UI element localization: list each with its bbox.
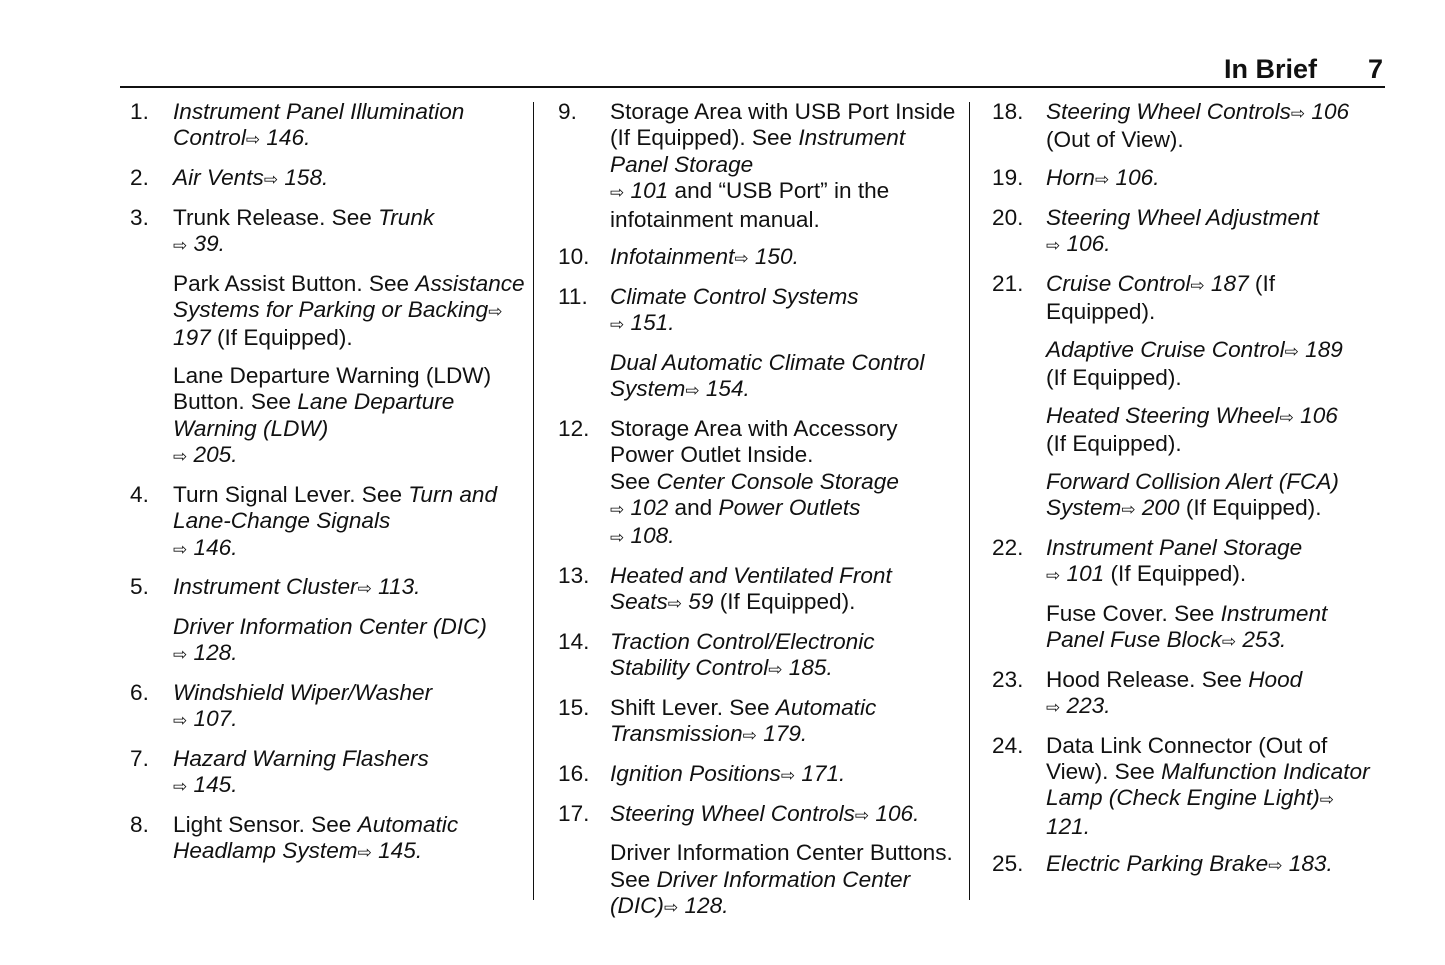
list-item: [556, 284, 956, 339]
page-ref[interactable]: 189: [1298, 336, 1343, 362]
item-tail: and “USB Port” in the infotainment manual.: [610, 178, 890, 232]
item-number: 8.: [130, 811, 149, 837]
column-1: [130, 99, 525, 878]
page-ref-arrow-icon: [358, 838, 372, 863]
page-ref-arrow-icon: [246, 125, 260, 150]
item-number: 6.: [130, 679, 149, 705]
column-divider: [533, 102, 534, 900]
item-number: 24.: [992, 732, 1024, 758]
item-text: Turn Signal Lever. See: [173, 481, 409, 507]
item-number: 23.: [992, 666, 1024, 692]
item-number: 7.: [130, 745, 149, 771]
cross-reference[interactable]: Driver Information Center (DIC): [610, 866, 911, 919]
page-ref-arrow-icon: [610, 523, 624, 548]
page-ref-arrow-icon: [855, 801, 869, 826]
item-text: Park Assist Button. See: [173, 270, 416, 296]
page-ref-arrow-icon: [768, 655, 782, 680]
item-number: 20.: [992, 204, 1024, 230]
item-number: 22.: [992, 534, 1024, 560]
list-item: [556, 801, 956, 829]
item-text: Hood Release. See: [1046, 666, 1249, 692]
page-ref[interactable]: 158.: [278, 165, 329, 190]
item-number: 3.: [130, 204, 149, 230]
list-item: [130, 99, 525, 154]
page-ref[interactable]: 106.: [869, 800, 920, 826]
list-item: [992, 667, 1384, 722]
item-tail: (If Equipped).: [1104, 561, 1247, 586]
page-ref[interactable]: 106.: [1060, 231, 1111, 256]
list-item: [992, 733, 1384, 841]
page-ref-arrow-icon: [610, 178, 624, 203]
item-tail: (Out of View).: [1046, 127, 1184, 153]
item-text: Data Link Connector (Out of View). See: [1046, 732, 1328, 784]
page-ref[interactable]: 145.: [371, 838, 423, 864]
item-text: Driver Information Center Buttons. See: [610, 840, 953, 892]
list-subitem: [556, 840, 956, 921]
item-number: 14.: [558, 629, 590, 655]
page-ref-arrow-icon: [264, 165, 278, 190]
list-item: [992, 165, 1384, 193]
item-text: Trunk Release. See: [173, 204, 379, 230]
item-tail: (If Equipped).: [1046, 431, 1182, 456]
list-item: [556, 99, 956, 233]
item-number: 4.: [130, 481, 149, 507]
item-text: Shift Lever. See: [610, 695, 776, 721]
item-text: See: [610, 468, 657, 494]
item-title: Steering Wheel Adjustment: [1046, 204, 1319, 230]
list-subitem: [992, 403, 1384, 458]
page-ref[interactable]: 101: [624, 178, 669, 204]
list-subitem: [130, 271, 525, 352]
page-ref-arrow-icon: [173, 442, 187, 467]
page-ref[interactable]: 128.: [678, 893, 729, 919]
cross-reference[interactable]: Instrument Panel Fuse Block: [1046, 600, 1328, 652]
page-ref[interactable]: 223.: [1060, 693, 1111, 718]
page-ref[interactable]: 113.: [371, 574, 421, 600]
cross-reference[interactable]: Automatic Transmission: [610, 695, 877, 747]
page-ref-arrow-icon: [1046, 561, 1060, 586]
column-divider: [969, 102, 970, 900]
item-title: Heated and Ventilated Front Seats: [610, 563, 892, 615]
page-ref-arrow-icon: [1095, 165, 1109, 190]
cross-reference[interactable]: Assistance Systems for Parking or Backing: [173, 270, 525, 322]
item-title: Traction Control/Electronic Stability Control: [610, 629, 875, 681]
cross-reference[interactable]: Center Console Storage: [656, 468, 899, 494]
cross-reference[interactable]: Malfunction Indicator Lamp (Check Engine Light): [1046, 759, 1370, 811]
list-item: [556, 416, 956, 552]
page-ref[interactable]: 106: [1305, 99, 1350, 124]
list-item: [992, 851, 1384, 879]
item-text: Light Sensor. See: [173, 811, 358, 837]
page-ref-arrow-icon: [610, 495, 624, 520]
page-ref-arrow-icon: [668, 589, 682, 614]
page-ref[interactable]: 185.: [782, 655, 833, 681]
item-title: Instrument Panel Storage: [1046, 534, 1303, 560]
page-ref[interactable]: 106: [1293, 402, 1338, 428]
item-number: 11.: [558, 283, 588, 309]
list-item: [556, 629, 956, 684]
page-ref-arrow-icon: [743, 721, 757, 746]
item-number: 10.: [558, 244, 590, 270]
page-ref[interactable]: 108.: [624, 523, 675, 549]
list-subitem: [130, 614, 525, 669]
item-number: 21.: [992, 270, 1024, 296]
item-tail: (If Equipped).: [1046, 365, 1182, 390]
page-ref-arrow-icon: [734, 244, 748, 269]
item-tail: (If Equipped).: [713, 589, 856, 615]
item-title: Hazard Warning Flashers: [173, 745, 429, 771]
item-title: Heated Steering Wheel: [1046, 402, 1280, 428]
page-ref[interactable]: 107.: [187, 706, 238, 732]
list-item: [130, 165, 525, 193]
item-text: Lane Departure Warning (LDW) Button. See: [173, 363, 492, 415]
item-tail: (If Equipped).: [1179, 495, 1322, 520]
list-item: [556, 563, 956, 618]
page-ref-arrow-icon: [1280, 403, 1294, 428]
cross-reference[interactable]: Power Outlets: [718, 495, 861, 521]
item-title: Instrument Panel Illumination Control: [173, 99, 465, 151]
item-title: Ignition Positions: [610, 761, 781, 787]
list-subitem: [556, 350, 956, 405]
item-tail: (If Equipped).: [210, 325, 353, 351]
page-ref[interactable]: 154.: [699, 376, 750, 402]
page-ref-arrow-icon: [488, 297, 502, 322]
list-subitem: [992, 337, 1384, 392]
page-ref[interactable]: 183.: [1282, 851, 1333, 877]
list-item: [130, 812, 525, 867]
item-title: Windshield Wiper/Washer: [173, 679, 433, 705]
item-number: 2.: [130, 165, 149, 190]
page-ref[interactable]: 197: [173, 325, 211, 351]
page-ref[interactable]: 106.: [1109, 165, 1160, 190]
page-ref-arrow-icon: [685, 376, 699, 401]
cross-reference[interactable]: Lane Departure Warning (LDW): [173, 389, 455, 441]
item-text: and: [668, 495, 719, 521]
item-number: 9.: [558, 99, 577, 124]
list-item: [992, 535, 1384, 590]
item-text: Storage Area with Accessory Power Outlet Inside.: [610, 415, 898, 468]
section-title: In Brief: [1223, 54, 1317, 84]
page-ref[interactable]: 59: [682, 589, 714, 615]
page-ref[interactable]: 39.: [187, 231, 225, 256]
item-title: Adaptive Cruise Control: [1046, 336, 1285, 362]
item-title: Instrument Cluster: [173, 574, 358, 600]
item-number: 18.: [992, 99, 1024, 124]
item-title: Horn: [1046, 165, 1095, 190]
cross-reference[interactable]: Automatic Headlamp System: [173, 811, 459, 864]
page-ref-arrow-icon: [173, 535, 187, 560]
list-item: [130, 205, 525, 260]
cross-reference[interactable]: Turn and Lane-Change Signals: [173, 481, 498, 534]
item-number: 12.: [558, 415, 590, 441]
page-number: 7: [1367, 54, 1383, 84]
item-text: Storage Area with USB Port Inside (If Equipped). See: [610, 99, 956, 151]
page-ref[interactable]: 128.: [187, 640, 238, 666]
item-title: Forward Collision Alert (FCA) System: [1046, 468, 1339, 520]
item-number: 1.: [130, 99, 149, 124]
page-ref[interactable]: 150.: [748, 244, 799, 270]
item-title: Infotainment: [610, 244, 735, 270]
item-title: Cruise Control: [1046, 270, 1191, 296]
page-ref-arrow-icon: [1285, 337, 1299, 362]
list-item: [556, 761, 956, 789]
page-ref[interactable]: 101: [1060, 561, 1105, 586]
column-2: [556, 99, 956, 933]
list-subitem: [130, 363, 525, 471]
item-title: Electric Parking Brake: [1046, 851, 1269, 877]
page-ref[interactable]: 151.: [624, 310, 675, 336]
page-ref[interactable]: 102: [624, 495, 669, 521]
page-ref-arrow-icon: [1320, 785, 1334, 810]
page-ref[interactable]: 200: [1135, 495, 1180, 520]
item-title: Air Vents: [173, 165, 264, 190]
item-title: Steering Wheel Controls: [610, 800, 855, 826]
page-header: [120, 52, 1385, 88]
item-number: 19.: [992, 165, 1024, 190]
item-number: 13.: [558, 563, 590, 589]
page-ref-arrow-icon: [173, 706, 187, 731]
page-ref-arrow-icon: [173, 640, 187, 665]
item-number: 17.: [558, 800, 590, 826]
list-subitem: [992, 469, 1384, 524]
item-title: Dual Automatic Climate Control System: [610, 349, 925, 402]
item-title: Driver Information Center (DIC): [173, 613, 487, 639]
page-ref-arrow-icon: [1222, 627, 1236, 652]
page-ref-arrow-icon: [781, 761, 795, 786]
page-ref-arrow-icon: [1046, 231, 1060, 256]
page-ref[interactable]: 146.: [260, 125, 311, 151]
page-ref-arrow-icon: [610, 310, 624, 335]
page-ref-arrow-icon: [664, 893, 678, 918]
cross-reference[interactable]: Instrument Panel Storage: [610, 125, 906, 177]
page-ref[interactable]: 187: [1204, 270, 1249, 296]
list-item: [556, 244, 956, 272]
page-ref-arrow-icon: [1121, 495, 1135, 520]
list-item: [556, 695, 956, 750]
page-ref[interactable]: 145.: [187, 772, 238, 798]
list-item: [992, 205, 1384, 260]
item-title: Climate Control Systems: [610, 283, 859, 309]
item-text: Fuse Cover. See: [1046, 600, 1221, 626]
list-item: [130, 574, 525, 602]
item-number: 25.: [992, 851, 1024, 877]
list-item: [992, 99, 1384, 154]
page-ref-arrow-icon: [358, 574, 372, 599]
page-ref-arrow-icon: [173, 231, 187, 256]
column-3: [992, 99, 1384, 891]
list-subitem: [992, 601, 1384, 656]
page-ref-arrow-icon: [1291, 99, 1305, 124]
page-ref[interactable]: 121.: [1046, 813, 1090, 839]
item-title: Steering Wheel Controls: [1046, 99, 1291, 124]
page-ref[interactable]: 146.: [187, 534, 238, 560]
page-ref-arrow-icon: [1046, 693, 1060, 718]
page-ref[interactable]: 179.: [756, 721, 808, 747]
cross-reference[interactable]: Trunk: [378, 204, 435, 230]
item-number: 5.: [130, 574, 149, 600]
item-number: 16.: [558, 761, 590, 787]
item-tail: (If Equipped).: [1046, 270, 1275, 324]
item-number: 15.: [558, 695, 590, 721]
cross-reference[interactable]: Hood: [1248, 666, 1303, 692]
page-ref[interactable]: 253.: [1236, 627, 1287, 652]
page-ref-arrow-icon: [1268, 851, 1282, 876]
list-item: [992, 271, 1384, 326]
page-ref-arrow-icon: [1190, 271, 1204, 296]
list-item: [130, 482, 525, 563]
list-item: [130, 680, 525, 735]
page-ref-arrow-icon: [173, 772, 187, 797]
page-ref[interactable]: 205.: [187, 442, 238, 468]
page-ref[interactable]: 171.: [795, 761, 846, 787]
list-item: [130, 746, 525, 801]
